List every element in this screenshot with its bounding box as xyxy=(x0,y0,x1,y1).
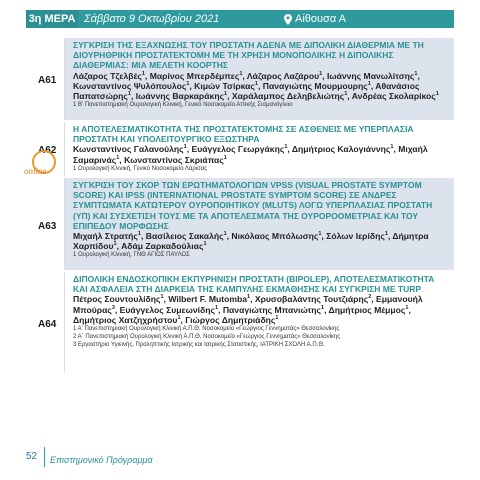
author-affiliation-mark: 1 xyxy=(284,144,288,151)
abstract-code: A64 xyxy=(38,319,57,330)
abstract-entry xyxy=(26,272,454,372)
author-name: Δήμητρα Χαρπίδου xyxy=(73,231,429,252)
author-name: Εμμανουήλ Μπούρας xyxy=(73,294,423,315)
author-affiliation-mark: 1 xyxy=(319,70,323,77)
author-affiliation-mark: 1 xyxy=(414,70,418,77)
affiliation-line: 1 Ουρολογική Κλινική, Γενικό Νοσοκομείο Λάρισας xyxy=(73,165,208,172)
abstract-title: ΣΥΓΚΡΙΣΗ ΤΟΥ ΣΚΟΡ ΤΩΝ ΕΡΩΤΗΜΑΤΟΛΟΓΙΩΝ VPSS (VISUAL PROSTATE SYMPTOM SCORE) ΚΑΙ IPSS (INTERNATIONAL PROSTATE SYMPTOM SCORE) ΣΕ ΑΝΔΡΕΣ ΣΥΜΠΤΩΜΑΤΑ ΚΑΤΩΤΕΡΟΥ ΟΥΡΟΠΟΙΗΤΙΚΟΥ (MLUTS) ΛΟΓΩ ΥΠΕΡΠΛΑΣΙΑΣ ΠΡΟΣΤΑΤΗ (ΥΠ) ΚΑΙ ΣΥΣΧΕΤΙΣΗ ΤΟΥΣ ΜΕ ΤΑ ΑΠΟΤΕΛΕΣΜΑΤΑ ΤΗΣ ΟΥΡΟΡΟΟΜΕΤΡΙΑΣ ΚΑΙ ΤΟΥ ΕΠΙΠΕΔΟΥ ΜΟΡΦΩΣΗΣ xyxy=(73,180,433,231)
affiliation-line: 1 Ουρολογική Κλινική, ΓΝΘ ΑΓΙΟΣ ΠΑΥΛΟΣ xyxy=(73,252,190,259)
affiliation-line: 2 Α΄ Πανεπιστημιακή Ουρολογική Κλινική Α.Π.Θ, Νοσοκομείο «Γεώργιος Γεννηματάς» Θεσσαλονίκης xyxy=(73,334,341,341)
affiliation-line: 1 Α' Πανεπιστημιακή Ουρολογική Κλινική Α.Π.Θ, Νοσοκομείο «Γεώργιος Γεννηματάς» Θεσσαλονίκης xyxy=(73,326,340,333)
author-affiliation-mark: 1 xyxy=(223,154,227,161)
author-affiliation-mark: 1 xyxy=(224,91,228,98)
author-affiliation-mark: 1 xyxy=(321,304,325,311)
author-name: Γιώργος Δημητριάδης xyxy=(185,314,276,325)
author-affiliation-mark: 1 xyxy=(254,80,258,87)
abstract-cell xyxy=(64,178,454,270)
author-name: Ανδρέας Σκολαρίκος xyxy=(351,91,436,102)
author-affiliation-mark: 1 xyxy=(223,231,227,238)
author-affiliation-mark: 1 xyxy=(435,91,439,98)
author-name: Βασίλειος Σακαλής xyxy=(145,231,224,242)
room-label-group xyxy=(284,10,346,28)
online-label: online xyxy=(24,166,47,176)
author-name: Δημήτριος Μέμμος xyxy=(328,304,406,315)
author-name: Λάζαρος Τζελβές xyxy=(73,70,142,81)
abstract-entry xyxy=(26,178,454,270)
author-list: Κωνσταντίνος Γαλανούλης$^1$, Ευάγγελος Γεωργάκης$^1$, Δημήτριος Καλογιάννης$^1$, Μιχαήλ Σαμαρινάς$^1$, Κωνσταντίνος Σκριάπας$^1$ xyxy=(73,144,428,165)
author-name: Κωνσταντίνος Ψυλόπουλος xyxy=(73,80,187,91)
affiliation-list xyxy=(73,101,450,109)
author-name: Πέτρος Σουντουλίδης xyxy=(73,294,161,305)
footer-divider xyxy=(44,447,45,467)
footer-label: Επιστημονικό Πρόγραμμα xyxy=(50,455,153,465)
author-affiliation-mark: 1 xyxy=(116,154,120,161)
author-name: Κωνσταντίνος Σκριάπας xyxy=(124,154,224,165)
abstract-code: A63 xyxy=(38,221,57,232)
author-name: Ιωάννης Μανωλίτσης xyxy=(326,70,415,81)
abstract-cell xyxy=(64,38,454,120)
affiliation-list xyxy=(73,251,450,259)
author-affiliation-mark: 1 xyxy=(275,314,279,321)
author-name: Σόλων Ιερίδης xyxy=(326,231,385,242)
author-affiliation-mark: 2 xyxy=(368,294,372,301)
date-label: Σάββατο 9 Οκτωβρίου 2021 xyxy=(84,13,220,25)
author-name: Αθανάσιος Παπατσώρης xyxy=(73,80,420,102)
author-affiliation-mark: 1 xyxy=(203,241,207,248)
abstract-title: ΣΥΓΚΡΙΣΗ ΤΗΣ ΕΞΑΧΝΩΣΗΣ ΤΟΥ ΠΡΟΣΤΑΤΗ ΑΔΕΝΑ ΜΕ ΔΙΠΟΛΙΚΗ ΔΙΑΘΕΡΜΙΑ ΜΕ ΤΗ ΔΙΟΥΡΗΘΡΙΚΗ ΠΡΟΣΤΑΤΕΚΤΟΜΗ ΜΕ ΤΗ ΧΡΗΣΗ ΜΟΝΟΠΟΛΙΚΗΣ Η ΔΙΠΟΛΙΚΗΣ ΔΙΑΘΕΡΜΙΑΣ: ΜΙΑ ΜΕΛΕΤΗ ΚΟΟΡΤΗΣ xyxy=(73,40,424,71)
author-affiliation-mark: 1 xyxy=(137,231,141,238)
affiliation-list xyxy=(73,325,450,350)
author-name: Wilbert F. Mutomba xyxy=(168,294,248,305)
author-name: Νικόλαος Μπόλωσης xyxy=(231,231,319,242)
author-affiliation-mark: 1 xyxy=(390,144,394,151)
abstract-code: A62 xyxy=(38,145,57,156)
author-affiliation-mark: 1 xyxy=(239,70,243,77)
author-name: Ιωάννης Βαρκαράκης xyxy=(135,91,225,102)
author-name: Δημήτριος Χατζηχρήστου xyxy=(73,314,178,325)
abstract-entry xyxy=(26,122,454,177)
author-list: Λάζαρος Τζελβές$^1$, Μαρίνος Μπερδέμπες$^1$, Λάζαρος Λαζάρου$^1$, Ιωάννης Μανωλίτσης$^1$, Κωνσταντίνος Ψυλόπουλος$^1$, Κιμών Τσίρκας$^1$, Παναγιώτης Μουρμουρης$^1$, Αθανάσιος Παπατσώρης$^1$, Ιωάννης Βαρκαράκης$^1$, Χαράλαμπος Δεληβελιώτης$^1$, Ανδρέας Σκολαρίκος$^1$ xyxy=(73,70,439,102)
abstract-cell xyxy=(64,272,454,372)
author-name: Παναγιώτης Μουρμουρης xyxy=(262,80,368,91)
affiliation-line: 1 Β' Πανεπιστημιακή Ουρολογική Κλινική, Γενικό Νοσοκομείο Αττικής Σισμανόγλειο xyxy=(73,102,293,109)
room-label: Αίθουσα Α xyxy=(295,13,346,25)
author-name: Χαράλαμπος Δεληβελιώτης xyxy=(231,91,345,102)
author-affiliation-mark: 1 xyxy=(127,91,131,98)
author-name: Μιχαήλ Σαμαρινάς xyxy=(73,144,428,165)
author-name: Χρυσοβαλάντης Τουτζιάρης xyxy=(254,294,369,305)
location-pin-icon xyxy=(284,14,292,25)
page-number: 52 xyxy=(26,451,38,462)
author-affiliation-mark: 1 xyxy=(183,144,187,151)
author-name: Μαρίνος Μπερδέμπες xyxy=(149,70,240,81)
author-list: Μιχαήλ Στρατής$^1$, Βασίλειος Σακαλής$^1$, Νικόλαος Μπόλωσης$^1$, Σόλων Ιερίδης$^1$, Δήμητρα Χαρπίδου$^1$, Αδάμ Ζαρκαδούλιας$^1$ xyxy=(73,231,429,252)
author-affiliation-mark: 3 xyxy=(111,304,115,311)
abstract-title: Η ΑΠΟΤΕΛΕΣΜΑΤΙΚΟΤΗΤΑ ΤΗΣ ΠΡΟΣΤΑΤΕΚΤΟΜΗΣ ΣΕ ΑΣΘΕΝΕΙΣ ΜΕ ΥΠΕΡΠΛΑΣΙΑ ΠΡΟΣΤΑΤΗ ΚΑΙ ΥΠΟΛΕΙΤΟΥΡΓΙΚΟ ΕΞΩΣΤΗΡΑ xyxy=(73,124,414,145)
author-name: Κιμών Τσίρκας xyxy=(194,80,255,91)
author-affiliation-mark: 1 xyxy=(405,304,409,311)
author-affiliation-mark: 1 xyxy=(160,294,164,301)
author-affiliation-mark: 1 xyxy=(186,80,190,87)
author-name: Λάζαρος Λαζάρου xyxy=(246,70,320,81)
author-name: Κωνσταντίνος Γαλανούλης xyxy=(73,144,184,155)
abstract-code: A61 xyxy=(38,75,57,86)
affiliation-list xyxy=(73,165,450,173)
author-affiliation-mark: 1 xyxy=(113,241,117,248)
author-name: Ευάγγελος Γεωργάκης xyxy=(191,144,285,155)
day-label: 3η ΜΕΡΑ xyxy=(26,10,78,28)
author-affiliation-mark: 1 xyxy=(384,231,388,238)
day-header-bar xyxy=(26,10,454,28)
abstract-title: ΔΙΠΟΛΙΚΗ ΕΝΔΟΣΚΟΠΙΚΗ ΕΚΠΥΡΗΝΙΣΗ ΠΡΟΣΤΑΤΗ (BIPOLEP), ΑΠΟΤΕΛΕΣΜΑΤΙΚΟΤΗΤΑ ΚΑΙ ΑΣΦΑΛΕΙΑ ΣΤΗ ΔΙΑΡΚΕΙΑ ΤΗΣ ΚΑΜΠΥΛΗΣ ΕΚΜΑΘΗΣΗΣ ΚΑΙ ΣΥΓΚΡΙΣΗ ΜΕ TURP xyxy=(73,274,435,295)
author-affiliation-mark: 1 xyxy=(367,80,371,87)
author-affiliation-mark: 1 xyxy=(344,91,348,98)
abstract-cell xyxy=(64,122,454,177)
author-affiliation-mark: 1 xyxy=(214,304,219,311)
author-name: Παναγιώτης Μπανιώτης xyxy=(222,304,322,315)
abstract-entry xyxy=(26,38,454,120)
author-affiliation-mark: 1 xyxy=(318,231,322,238)
author-affiliation-mark: 1 xyxy=(177,314,181,321)
affiliation-line: 3 Εργαστήριο Υγιεινής, Προληπτικής Ιατρικής και Ιατρικής Στατιστικής, ΙΑΤΡΙΚΗ ΣΧΟΛΗ Α.Π.Θ. xyxy=(73,342,325,349)
author-name: Δημήτριος Καλογιάννης xyxy=(291,144,391,155)
author-affiliation-mark: 1 xyxy=(141,70,145,77)
author-list: Πέτρος Σουντουλίδης$^1$, Wilbert F. Mutomba$^1$, Χρυσοβαλάντης Τουτζιάρης$^2$, Εμμανουήλ Μπούρας$^3$, Ευάγγελος Συμεωνίδης$^1$, Παναγιώτης Μπανιώτης$^1$, Δημήτριος Μέμμος$^1$, Δημήτριος Χατζηχρήστου$^1$, Γιώργος Δημητριάδης$^1$ xyxy=(73,294,423,325)
author-affiliation-mark: 1 xyxy=(247,294,251,301)
author-name: Ευάγγελος Συμεωνίδης xyxy=(119,304,215,315)
author-name: Μιχαήλ Στρατής xyxy=(73,231,138,242)
author-name: Αδάμ Ζαρκαδούλιας xyxy=(121,241,204,252)
